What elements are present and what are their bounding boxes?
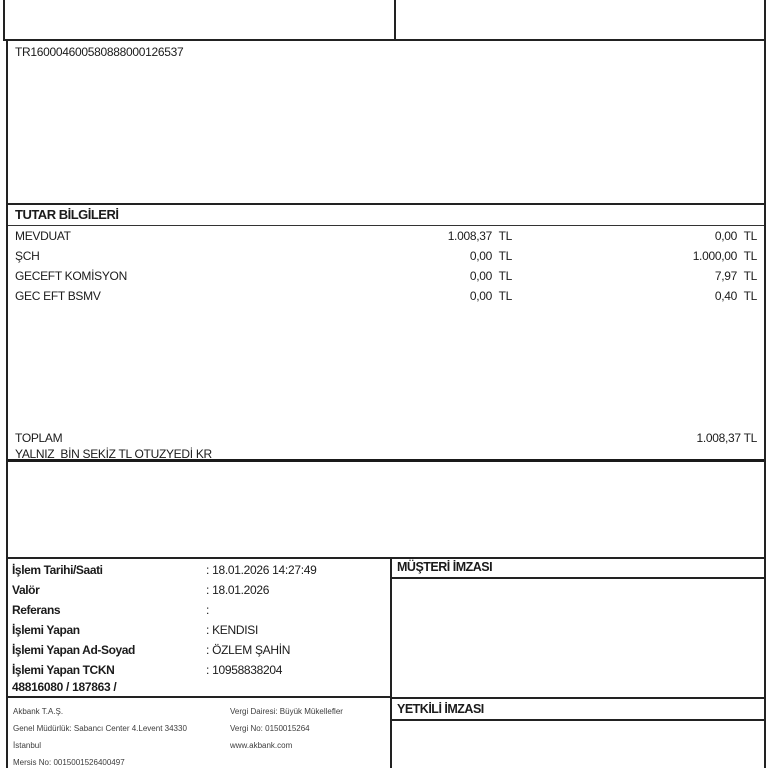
bank-footer <box>8 698 390 768</box>
amount-label: ŞCH <box>15 249 40 263</box>
detail-row-ad-soyad <box>12 640 390 660</box>
detail-value: : 10958838204 <box>206 663 283 677</box>
currency-unit: TL <box>498 269 512 283</box>
currency-unit: TL <box>743 269 757 283</box>
details-and-signatures <box>8 557 764 768</box>
amount-in-words: YALNIZ BİN SEKİZ TL OTUZYEDİ KR <box>15 447 212 461</box>
amount-col1 <box>295 226 512 246</box>
amount-row-geceft-komisyon <box>8 266 764 286</box>
detail-label: Valör <box>12 583 40 597</box>
total-value: 1.008,37 TL <box>696 431 757 445</box>
amount-value: 0,00 <box>469 249 492 263</box>
detail-value: : <box>206 603 210 617</box>
amount-col2 <box>512 246 757 266</box>
currency-unit: TL <box>743 229 757 243</box>
footer-website: www.akbank.com <box>230 741 293 750</box>
detail-label: Referans <box>12 603 61 617</box>
currency-unit: TL <box>498 249 512 263</box>
transaction-details-cell <box>8 557 392 768</box>
reference-numbers: 48816080 / 187863 / <box>8 680 390 698</box>
footer-address: Genel Müdürlük: Sabancı Center 4.Levent 34330 <box>13 724 187 733</box>
amount-value: 7,97 <box>714 269 737 283</box>
total-label: TOPLAM <box>15 431 63 445</box>
authorized-signature-title: YETKİLİ İMZASI <box>392 699 764 721</box>
iban-section <box>8 41 764 205</box>
detail-value: : ÖZLEM ŞAHİN <box>206 643 291 657</box>
amount-col1 <box>295 286 512 306</box>
footer-tax-no: Vergi No: 0150015264 <box>230 724 310 733</box>
footer-city: İstanbul <box>13 741 42 750</box>
detail-value: : 18.01.2026 14:27:49 <box>206 563 317 577</box>
amounts-section <box>8 203 764 462</box>
footer-right-column <box>230 703 343 754</box>
amount-label: GECEFT KOMİSYON <box>15 269 127 283</box>
amount-col2 <box>512 286 757 306</box>
amount-col2 <box>512 226 757 246</box>
detail-label: İşlem Tarihi/Saati <box>12 563 103 577</box>
detail-row-islemi-yapan <box>12 620 390 640</box>
amount-value: 0,00 <box>469 289 492 303</box>
header-column-divider <box>394 0 396 39</box>
document-body <box>6 41 766 768</box>
detail-row-tckn <box>12 660 390 680</box>
amount-col1 <box>295 266 512 286</box>
amount-col2 <box>512 266 757 286</box>
signatures-cell <box>392 557 764 768</box>
footer-mersis: Mersis No: 0015001526400497 <box>13 758 125 767</box>
amount-value: 0,00 <box>469 269 492 283</box>
detail-value: : KENDISI <box>206 623 258 637</box>
total-row <box>8 429 764 448</box>
detail-row-valor <box>12 580 390 600</box>
amount-value: 0,00 <box>714 229 737 243</box>
blank-section <box>8 462 764 559</box>
customer-signature-area <box>392 579 764 699</box>
amount-value: 1.008,37 <box>447 229 492 243</box>
customer-signature-title: MÜŞTERİ İMZASI <box>392 557 764 579</box>
amounts-section-title: TUTAR BİLGİLERİ <box>8 203 764 226</box>
footer-company: Akbank T.A.Ş. <box>13 707 64 716</box>
amount-value: 0,40 <box>714 289 737 303</box>
amount-label: MEVDUAT <box>15 229 71 243</box>
amount-row-mevduat <box>8 226 764 246</box>
footer-tax-office: Vergi Dairesi: Büyük Mükellefler <box>230 707 343 716</box>
currency-unit: TL <box>498 289 512 303</box>
detail-label: İşlemi Yapan TCKN <box>12 663 115 677</box>
amount-row-gec-eft-bsmv <box>8 286 764 306</box>
amount-label: GEC EFT BSMV <box>15 289 101 303</box>
detail-value: : 18.01.2026 <box>206 583 270 597</box>
amount-value: 1.000,00 <box>692 249 737 263</box>
authorized-signature-area <box>392 721 764 761</box>
currency-unit: TL <box>743 249 757 263</box>
iban-number: TR160004600580888000126537 <box>15 45 184 59</box>
currency-unit: TL <box>743 289 757 303</box>
amount-col1 <box>295 246 512 266</box>
detail-rows <box>8 557 390 680</box>
detail-label: İşlemi Yapan <box>12 623 80 637</box>
footer-left-column <box>13 703 187 768</box>
header-table-remnant <box>3 0 766 41</box>
detail-row-referans <box>12 600 390 620</box>
currency-unit: TL <box>498 229 512 243</box>
detail-row-islem-tarihi <box>12 560 390 580</box>
amount-row-sch <box>8 246 764 266</box>
detail-label: İşlemi Yapan Ad-Soyad <box>12 643 135 657</box>
